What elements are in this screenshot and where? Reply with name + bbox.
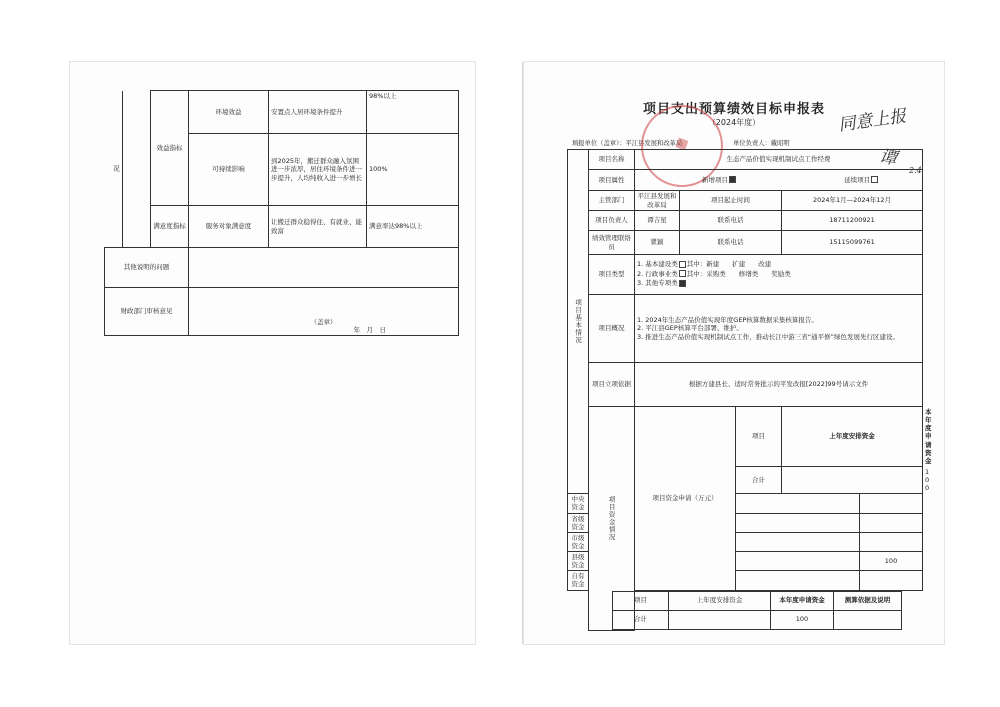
basis-col-this: 本年度申请资金 [771, 591, 834, 610]
sustain-desc: 到2025年，搬迁群众融入氛围进一步浓厚，居住环境条件进一步提升，人均纯收入进一步增长 [269, 134, 367, 206]
form-title: 项目支出预算绩效目标申报表 [642, 102, 825, 117]
fund-row-last [782, 466, 923, 493]
handwritten-approval: 同意上报 [837, 106, 908, 136]
dept-label: 主管部门 [589, 191, 635, 211]
type-line-2-opts: 其中：采购类 修缮类 奖励类 [686, 269, 791, 278]
type-line-3 [637, 279, 920, 288]
period-value: 2024年1月—2024年12月 [782, 191, 923, 211]
basis-total-value: 100 [771, 610, 834, 629]
seal-text: （盖章） [310, 317, 337, 326]
project-name-label: 项目名称 [589, 150, 635, 170]
handwritten-date: 2.4 [909, 166, 922, 175]
fund-row-this [860, 532, 923, 551]
head-value: 戴昭明 [770, 140, 790, 147]
benefit-indicator: 效益指标 [151, 91, 189, 206]
type-3-checkbox[interactable] [679, 280, 686, 287]
fund-row-item: 省级资金 [568, 513, 589, 532]
overview-2: 2. 平江县GEP核算平台部署、维护。 [637, 324, 743, 333]
fund-row-last [736, 494, 860, 513]
perf-phone-label: 联系电话 [680, 231, 782, 255]
attr-new [637, 176, 737, 184]
attr-cont-text: 延续项目 [844, 175, 871, 184]
fund-row-last [736, 532, 860, 551]
finance-opinion [189, 288, 459, 336]
type-label: 项目类型 [589, 255, 635, 295]
type-line-2-text: 2. 行政事业类 [637, 269, 678, 278]
overview-1: 1. 2024年生态产品价值实现年度GEP核算数据采集核算报告。 [637, 316, 818, 325]
fund-row-item: 自有资金 [568, 571, 589, 590]
attr-cont [739, 176, 879, 184]
unit-value: 平江县发展和改革局 [625, 140, 683, 147]
type-line-2 [637, 270, 920, 279]
project-name: 生态产品价值实现机制试点工作经费 [635, 150, 923, 170]
attr-options [635, 170, 923, 191]
col-item: 项目 [736, 407, 782, 467]
fund-row-last [736, 552, 860, 571]
type-1-checkbox[interactable] [679, 261, 686, 268]
date-text: 年 月 日 [353, 325, 386, 334]
satisfaction-desc: 让搬迁群众稳得住、有就业、能致富 [269, 206, 367, 248]
overview-text [635, 295, 923, 363]
fund-row-last [736, 513, 860, 532]
fund-row-last [736, 571, 860, 590]
leader-phone-label: 联系电话 [680, 211, 782, 231]
form-year: （2024年度） [707, 118, 761, 127]
overview-label: 项目概况 [589, 295, 635, 363]
type-line-1 [637, 260, 920, 269]
funds-label: 项目资金情况 [589, 407, 635, 631]
leader-phone: 18711200921 [782, 211, 923, 231]
basis-col-item: 项目 [613, 591, 669, 610]
fund-row-this: 100 [860, 552, 923, 571]
unit-label: 填报单位（盖章）： [572, 140, 626, 147]
right-form-table [567, 149, 923, 631]
basic-info-label: 项目基本情况 [568, 150, 589, 494]
sustain-label: 可持续影响 [189, 134, 269, 206]
perf-label: 绩效管理联络员 [589, 231, 635, 255]
perf-phone: 15115099761 [782, 231, 923, 255]
perf-value: 瞿颖 [635, 231, 680, 255]
fund-row-item: 合计 [736, 466, 782, 493]
type-line-1-opts: 其中：新建 扩建 改建 [686, 260, 772, 269]
type-line-1-text: 1. 基本建设类 [637, 260, 678, 269]
basis-total-label: 合计 [613, 610, 669, 629]
env-benefit-value: 98%以上 [367, 91, 459, 134]
basis-col-desc: 测算依据及说明 [834, 591, 902, 610]
col-last-year: 上年度安排资金 [782, 407, 923, 467]
fund-row-item: 中央资金 [568, 494, 589, 513]
dept-value: 平江县发展和改革局 [635, 191, 680, 211]
leader-value: 谭吉星 [635, 211, 680, 231]
fund-row-this [860, 571, 923, 590]
head-label: 单位负责人： [733, 140, 771, 147]
other-issues-label: 其他说明的问题 [105, 248, 189, 288]
attr-new-text: 新增项目 [702, 175, 728, 184]
head-line [733, 138, 790, 147]
basis-total-last [669, 610, 771, 629]
type-line-3-text: 3. 其他专项类 [637, 279, 678, 288]
satisfaction-label: 服务对象满意度 [189, 206, 269, 248]
fund-row-item: 市级资金 [568, 532, 589, 551]
period-label: 项目起止时间 [680, 191, 782, 211]
env-benefit-desc: 安置点人居环境条件提升 [269, 91, 367, 134]
budget-basis-table [568, 591, 903, 630]
fund-row-item: 县级资金 [568, 552, 589, 571]
fund-row-this [860, 494, 923, 513]
fund-request-label: 项目资金申请（万元） [635, 407, 736, 591]
overview-3: 3. 推进生态产品价值实现机制试点工作，推动长江中游三省“通平修”绿色发展先行区建设。 [637, 332, 900, 341]
attr-new-checkbox[interactable] [729, 176, 736, 183]
basis-total-desc [834, 610, 902, 629]
fund-row-this [860, 513, 923, 532]
handwritten-signature: 谭 [877, 146, 899, 170]
type-2-checkbox[interactable] [679, 270, 686, 277]
satisfaction-indicator: 满意度指标 [151, 206, 189, 248]
basis-label: 项目立项依据 [589, 363, 635, 407]
other-issues-value [189, 248, 459, 288]
satisfaction-value: 满意率达98%以上 [367, 206, 459, 248]
type-options [635, 255, 923, 295]
partial-category: 况 [105, 91, 123, 248]
finance-label: 财政部门审核意见 [105, 288, 189, 336]
sustain-value: 100% [367, 134, 459, 206]
attr-label: 项目属性 [589, 170, 635, 191]
attr-cont-checkbox[interactable] [871, 176, 878, 183]
basis-col-last: 上年度安排资金 [669, 591, 771, 610]
left-form-table [104, 90, 459, 336]
leader-label: 项目负责人 [589, 211, 635, 231]
env-benefit-label: 环境效益 [189, 91, 269, 134]
basis-value: 根据方建县长、适时常务批示的平发改报[2022]99号请示文件 [635, 363, 923, 407]
